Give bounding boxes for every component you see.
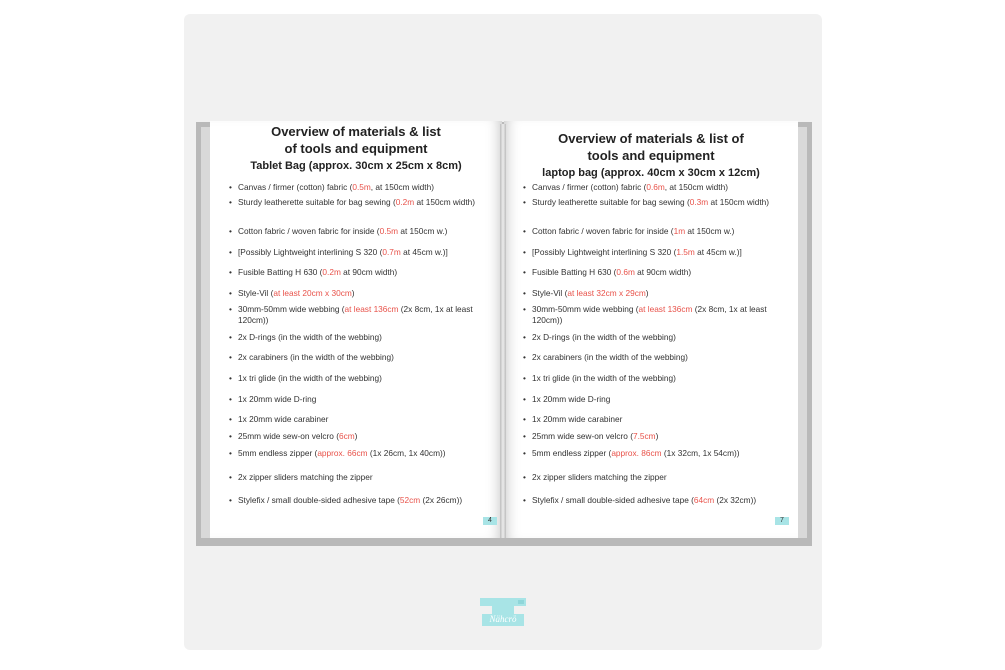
quantity-highlight: 52cm <box>399 495 421 505</box>
material-item: • 1x 20mm wide D-ring <box>238 394 490 405</box>
material-item: • 1x tri glide (in the width of the webbing) <box>532 373 784 384</box>
material-item: • 30mm-50mm wide webbing (at least 136cm (2x 8cm, 1x at least 120cm)) <box>532 304 784 326</box>
material-item: • 2x zipper sliders matching the zipper <box>238 472 490 483</box>
material-item: • 2x carabiners (in the width of the webbing) <box>532 352 784 363</box>
material-item: • Style-Vil (at least 20cm x 30cm) <box>238 288 490 299</box>
material-item: • 25mm wide sew-on velcro (6cm) <box>238 431 490 442</box>
material-item: • 5mm endless zipper (approx. 66cm (1x 26cm, 1x 40cm)) <box>238 448 490 459</box>
left-page-number: 4 <box>483 517 497 525</box>
material-item: • 1x 20mm wide carabiner <box>532 414 784 425</box>
material-item: • 2x D-rings (in the width of the webbing) <box>238 332 490 343</box>
quantity-highlight: 0.6m <box>646 182 665 192</box>
material-item: • 2x zipper sliders matching the zipper <box>532 472 784 483</box>
material-item: • Cotton fabric / woven fabric for inside (1m at 150cm w.) <box>532 226 784 237</box>
material-item: • Canvas / firmer (cotton) fabric (0.5m, at 150cm width) <box>238 182 490 193</box>
right-page <box>504 121 798 538</box>
material-item: • [Possibly Lightweight interlining S 320 (1.5m at 45cm w.)] <box>532 247 784 258</box>
sewing-machine-logo <box>474 596 532 628</box>
quantity-highlight: 64cm <box>693 495 715 505</box>
material-item: • 30mm-50mm wide webbing (at least 136cm (2x 8cm, 1x at least 120cm)) <box>238 304 490 326</box>
quantity-highlight: approx. 86cm <box>611 448 662 458</box>
material-item: • [Possibly Lightweight interlining S 320 (0.7m at 45cm w.)] <box>238 247 490 258</box>
material-item: • 5mm endless zipper (approx. 86cm (1x 32cm, 1x 54cm)) <box>532 448 784 459</box>
book-spine <box>500 124 506 538</box>
right-page-title: Overview of materials & list of tools and equipment <box>558 131 744 163</box>
quantity-highlight: 0.2m <box>322 267 341 277</box>
quantity-highlight: 1.5m <box>676 247 695 257</box>
quantity-highlight: 1m <box>673 226 686 236</box>
material-item: • 25mm wide sew-on velcro (7.5cm) <box>532 431 784 442</box>
left-page-title: Overview of materials & list of tools and equipment <box>271 124 441 156</box>
quantity-highlight: approx. 66cm <box>317 448 368 458</box>
logo-text: Nähcrö <box>489 614 517 624</box>
material-item: • Fusible Batting H 630 (0.2m at 90cm width) <box>238 267 490 278</box>
material-item: • 2x D-rings (in the width of the webbing) <box>532 332 784 343</box>
right-page-number: 7 <box>775 517 789 525</box>
quantity-highlight: 0.3m <box>689 197 709 207</box>
quantity-highlight: 0.2m <box>395 197 415 207</box>
material-item: • Sturdy leatherette suitable for bag sewing (0.2m at 150cm width) <box>238 197 490 208</box>
material-item: • 2x carabiners (in the width of the webbing) <box>238 352 490 363</box>
material-item: • Stylefix / small double-sided adhesive tape (52cm (2x 26cm)) <box>238 495 490 506</box>
material-item: • Sturdy leatherette suitable for bag sewing (0.3m at 150cm width) <box>532 197 784 208</box>
quantity-highlight: 0.6m <box>616 267 635 277</box>
quantity-highlight: 0.5m <box>379 226 399 236</box>
left-page <box>210 121 502 538</box>
right-page-subtitle: laptop bag (approx. 40cm x 30cm x 12cm) <box>542 167 760 179</box>
material-item: • Stylefix / small double-sided adhesive tape (64cm (2x 32cm)) <box>532 495 784 506</box>
quantity-highlight: at least 136cm <box>344 304 399 314</box>
quantity-highlight: at least 136cm <box>638 304 693 314</box>
material-item: • Canvas / firmer (cotton) fabric (0.6m, at 150cm width) <box>532 182 784 193</box>
quantity-highlight: at least 32cm x 29cm <box>567 288 646 298</box>
material-item: • Cotton fabric / woven fabric for inside (0.5m at 150cm w.) <box>238 226 490 237</box>
quantity-highlight: 6cm <box>338 431 355 441</box>
quantity-highlight: 0.5m <box>352 182 371 192</box>
material-item: • 1x 20mm wide D-ring <box>532 394 784 405</box>
quantity-highlight: 0.7m <box>382 247 401 257</box>
material-item: • 1x tri glide (in the width of the webbing) <box>238 373 490 384</box>
material-item: • 1x 20mm wide carabiner <box>238 414 490 425</box>
left-page-subtitle: Tablet Bag (approx. 30cm x 25cm x 8cm) <box>250 160 462 172</box>
quantity-highlight: at least 20cm x 30cm <box>273 288 352 298</box>
material-item: • Style-Vil (at least 32cm x 29cm) <box>532 288 784 299</box>
material-item: • Fusible Batting H 630 (0.6m at 90cm width) <box>532 267 784 278</box>
quantity-highlight: 7.5cm <box>632 431 656 441</box>
